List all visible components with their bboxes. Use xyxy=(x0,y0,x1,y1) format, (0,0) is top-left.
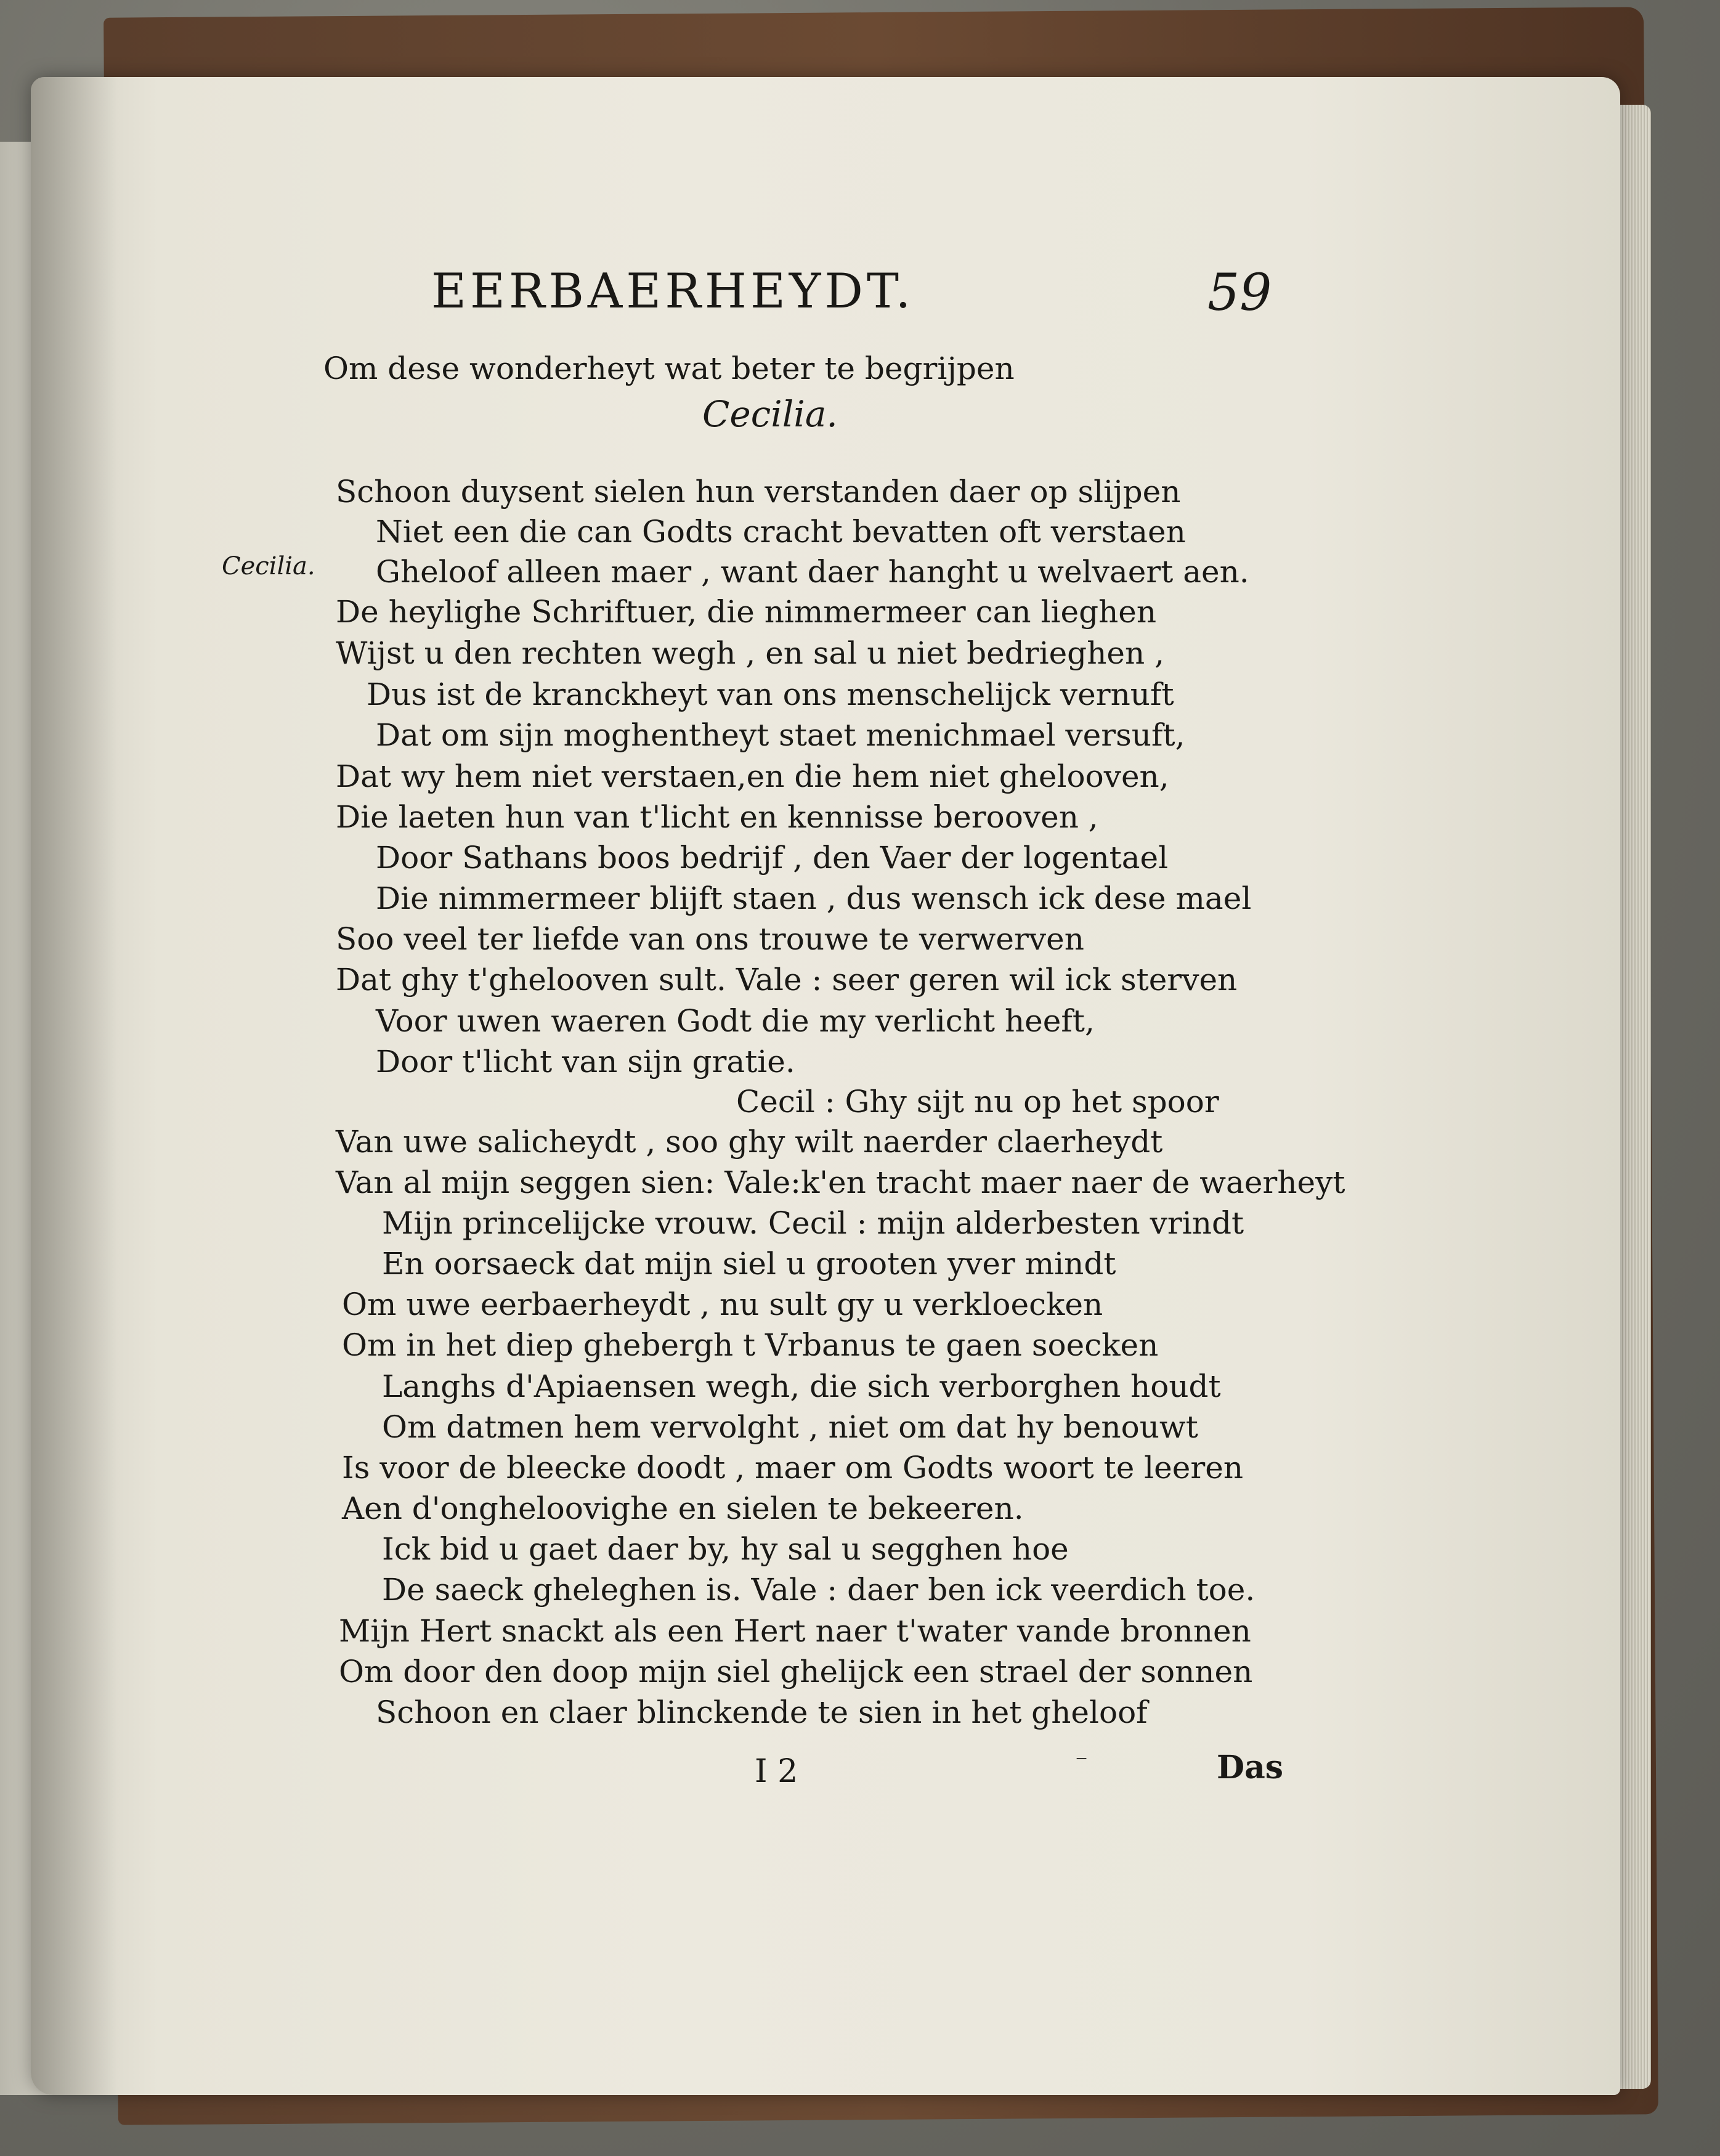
verse-line: Door t'licht van sijn gratie. xyxy=(376,1044,795,1080)
verse-line: Om dese wonderheyt wat beter te begrijpen xyxy=(323,351,1015,386)
verse-line: Is voor de bleecke doodt , maer om Godts woort te leeren xyxy=(342,1450,1244,1486)
speaker-name: Cecilia. xyxy=(702,393,838,435)
verse-line: Dat om sijn moghentheyt staet menichmael versuft, xyxy=(376,717,1185,753)
verse-line: Schoon duysent sielen hun verstanden daer op slijpen xyxy=(336,474,1181,510)
verse-line: Cecil : Ghy sijt nu op het spoor xyxy=(736,1084,1219,1120)
verse-line: Voor uwen waeren Godt die my verlicht heeft, xyxy=(376,1003,1095,1039)
verse-line: Dat wy hem niet verstaen,en die hem niet ghelooven, xyxy=(336,759,1169,794)
margin-note: Cecilia. xyxy=(222,552,315,580)
verse-line: Van uwe salicheydt , soo ghy wilt naerder claerheydt xyxy=(336,1124,1163,1160)
verse-line: Dus ist de kranckheyt van ons menschelijck vernuft xyxy=(367,677,1174,712)
verse-line: Ick bid u gaet daer by, hy sal u segghen hoe xyxy=(382,1531,1069,1567)
signature-ornament: ⁻ xyxy=(1075,1749,1089,1777)
verse-line: Dat ghy t'ghelooven sult. Vale : seer geren wil ick sterven xyxy=(336,962,1238,998)
verse-line: Om door den doop mijn siel ghelijck een strael der sonnen xyxy=(339,1654,1253,1690)
verse-line: De saeck gheleghen is. Vale : daer ben ick veerdich toe. xyxy=(382,1572,1256,1608)
verse-line: Aen d'ongheloovighe en sielen te bekeeren. xyxy=(342,1491,1024,1526)
page-number: 59 xyxy=(1207,264,1272,322)
verse-line: Die nimmermeer blijft staen , dus wensch ick dese mael xyxy=(376,881,1252,916)
verse-line: Die laeten hun van t'licht en kennisse berooven , xyxy=(336,799,1098,835)
verse-line: Wijst u den rechten wegh , en sal u niet bedrieghen , xyxy=(336,635,1164,671)
verse-line: Door Sathans boos bedrijf , den Vaer der logentael xyxy=(376,840,1169,876)
verse-line: En oorsaeck dat mijn siel u grooten yver mindt xyxy=(382,1246,1116,1282)
running-head: EERBAERHEYDT. xyxy=(431,264,915,319)
verse-line: Niet een die can Godts cracht bevatten oft verstaen xyxy=(376,514,1186,550)
verse-line: Om datmen hem vervolght , niet om dat hy benouwt xyxy=(382,1409,1198,1445)
verse-line: Langhs d'Apiaensen wegh, die sich verborghen houdt xyxy=(382,1369,1221,1404)
verse-line: Om uwe eerbaerheydt , nu sult gy u verkloecken xyxy=(342,1287,1103,1322)
verse-line: Om in het diep ghebergh t Vrbanus te gaen soecken xyxy=(342,1327,1159,1363)
signature-mark: I 2 xyxy=(755,1753,798,1790)
verse-line: Van al mijn seggen sien: Vale:k'en tracht maer naer de waerheyt xyxy=(336,1165,1345,1200)
verse-line: De heylighe Schriftuer, die nimmermeer can lieghen xyxy=(336,594,1157,630)
verse-line: Mijn princelijcke vrouw. Cecil : mijn alderbesten vrindt xyxy=(382,1205,1244,1241)
verse-line: Gheloof alleen maer , want daer hanght u welvaert aen. xyxy=(376,554,1249,590)
verse-line: Mijn Hert snackt als een Hert naer t'water vande bronnen xyxy=(339,1613,1251,1649)
catchword: Das xyxy=(1217,1749,1284,1786)
verse-line: Soo veel ter liefde van ons trouwe te verwerven xyxy=(336,921,1084,957)
verse-line: Schoon en claer blinckende te sien in het gheloof xyxy=(376,1694,1148,1730)
